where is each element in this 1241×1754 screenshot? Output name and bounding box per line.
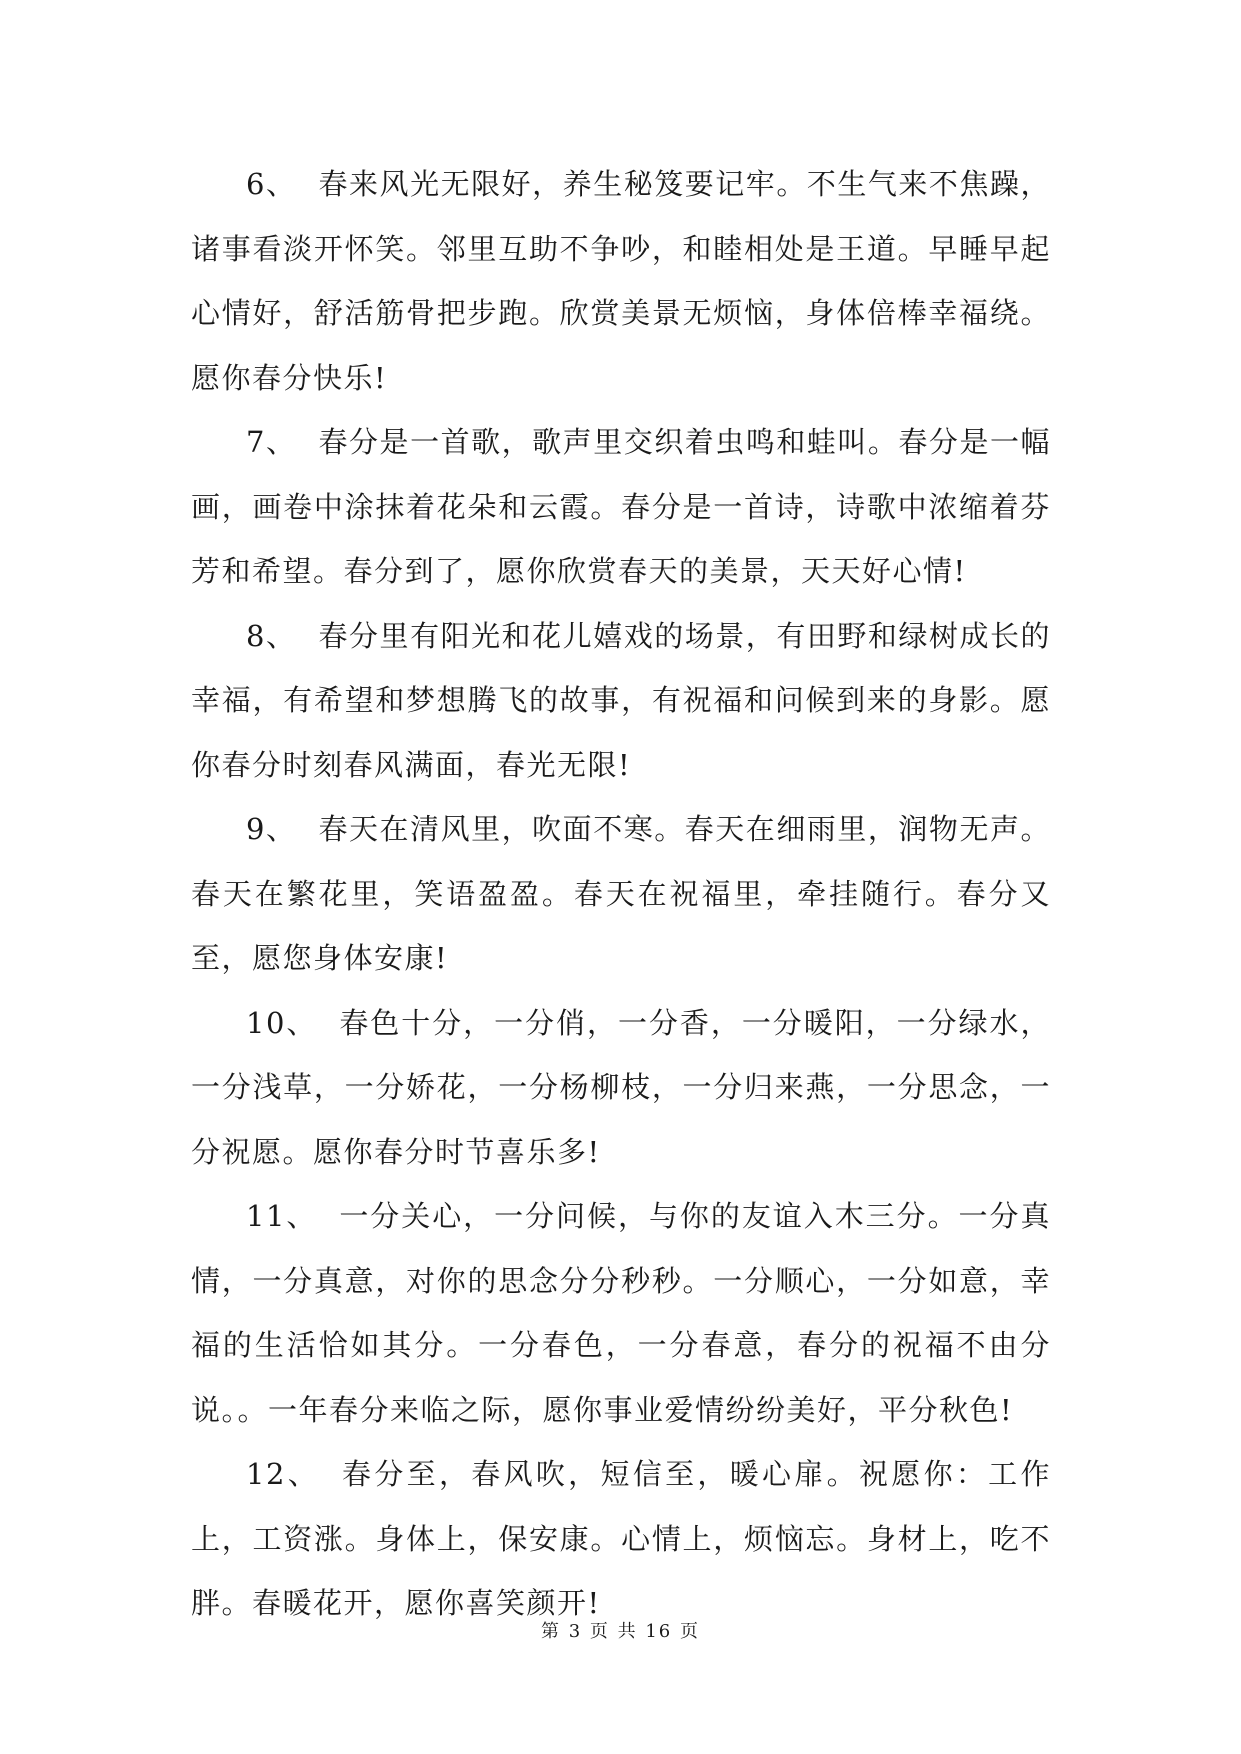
paragraph-number: 10、 — [246, 1005, 318, 1040]
paragraph-6 — [191, 152, 1051, 410]
paragraph-text: 春色十分，一分俏，一分香，一分暖阳，一分绿水，一分浅草，一分娇花，一分杨柳枝，一分归来燕，一分思念，一分祝愿。愿你春分时节喜乐多! — [191, 1005, 1051, 1169]
paragraph-number: 12、 — [246, 1457, 321, 1491]
paragraph-9 — [191, 797, 1051, 991]
paragraph-number: 8、 — [246, 618, 297, 653]
page-footer: 第 3 页 共 16 页 — [541, 1621, 700, 1642]
paragraph-number: 11、 — [246, 1199, 318, 1233]
paragraph-number: 9、 — [246, 812, 297, 846]
document-body — [191, 152, 1051, 1636]
paragraph-7 — [191, 410, 1051, 604]
paragraph-11 — [191, 1184, 1051, 1442]
paragraph-12 — [191, 1442, 1051, 1636]
paragraph-10 — [191, 991, 1051, 1185]
paragraph-text: 一分关心，一分问候，与你的友谊入木三分。一分真情，一分真意，对你的思念分分秒秒。一分顺心，一分如意，幸福的生活恰如其分。一分春色，一分春意，春分的祝福不由分说。。一年春分来临之际，愿你事业爱情纷纷美好，平分秋色! — [191, 1199, 1051, 1427]
paragraph-text: 春分是一首歌，歌声里交织着虫鸣和蛙叫。春分是一幅画，画卷中涂抹着花朵和云霞。春分是一首诗，诗歌中浓缩着芬芳和希望。春分到了，愿你欣赏春天的美景，天天好心情! — [191, 425, 1051, 588]
paragraph-text: 春分里有阳光和花儿嬉戏的场景，有田野和绿树成长的幸福，有希望和梦想腾飞的故事，有祝福和问候到来的身影。愿你春分时刻春风满面，春光无限! — [191, 618, 1051, 782]
paragraph-number: 6、 — [246, 167, 297, 201]
paragraph-text: 春来风光无限好，养生秘笈要记牢。不生气来不焦躁，诸事看淡开怀笑。邻里互助不争吵，和睦相处是王道。早睡早起心情好，舒活筋骨把步跑。欣赏美景无烦恼，身体倍棒幸福绕。愿你春分快乐! — [191, 167, 1051, 395]
paragraph-8 — [191, 604, 1051, 798]
paragraph-number: 7、 — [246, 425, 297, 459]
paragraph-text: 春天在清风里，吹面不寒。春天在细雨里，润物无声。春天在繁花里，笑语盈盈。春天在祝福里，牵挂随行。春分又至，愿您身体安康! — [191, 812, 1051, 975]
paragraph-text: 春分至，春风吹，短信至，暖心扉。祝愿你：工作上，工资涨。身体上，保安康。心情上，烦恼忘。身材上，吃不胖。春暖花开，愿你喜笑颜开! — [191, 1457, 1051, 1620]
